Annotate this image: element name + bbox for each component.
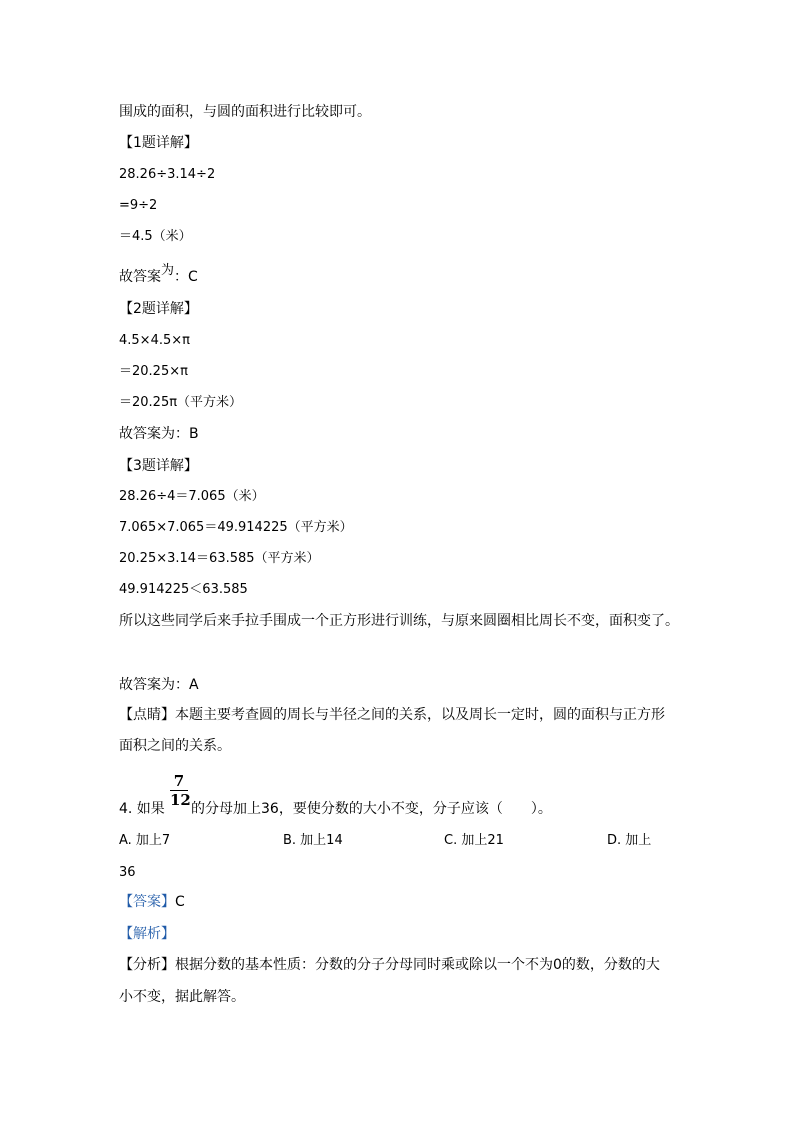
q4-answer-label: 【答案】 [119, 894, 175, 910]
q3-step-1: 28.26÷4＝7.065（米） [119, 489, 265, 504]
q3-heading: 【3题详解】 [119, 458, 198, 474]
q4-analysis-label: 【解析】 [119, 926, 175, 942]
q3-conclusion: 所以这些同学后来手拉手围成一个正方形进行训练，与原来圆圈相比周长不变，面积变了。 [119, 613, 679, 629]
q1-answer-raised: 为 [161, 263, 175, 278]
q1-step-3: ＝4.5（米） [119, 229, 192, 244]
q1-answer [119, 263, 198, 287]
q3-step-4: 49.914225＜63.585 [119, 582, 248, 597]
q1-heading: 【1题详解】 [119, 135, 198, 151]
q4-stem: 的分母加上36，要使分数的大小不变，分子应该（ ）。 [191, 801, 552, 817]
q2-step-2: ＝20.25×π [119, 364, 188, 379]
q2-heading: 【2题详解】 [119, 301, 198, 317]
q2-step-3: ＝20.25π（平方米） [119, 395, 243, 410]
q4-answer [119, 893, 185, 911]
q1-step-1: 28.26÷3.14÷2 [119, 167, 216, 182]
q4-option-b: B. 加上14 [283, 833, 343, 848]
q3-step-3: 20.25×3.14＝63.585（平方米） [119, 551, 320, 566]
q4-option-c: C. 加上21 [444, 833, 504, 848]
q4-analysis-line-2: 小不变，据此解答。 [119, 989, 245, 1005]
q4-option-d: D. 加上 [607, 833, 652, 848]
q2-step-1: 4.5×4.5×π [119, 333, 190, 348]
solution-intro: 围成的面积，与圆的面积进行比较即可。 [119, 104, 371, 120]
q4-answer-value: C [175, 894, 185, 910]
q4-fraction-denominator: 12 [170, 791, 191, 809]
q1-step-2: =9÷2 [119, 198, 158, 213]
q1-answer-choice: ：C [174, 269, 198, 285]
q4-fraction [170, 772, 191, 809]
dianjing-line-1: 【点睛】本题主要考查圆的周长与半径之间的关系，以及周长一定时，圆的面积与正方形 [119, 707, 665, 723]
q4-fraction-numerator: 7 [173, 772, 185, 790]
q4-analysis-line-1: 【分析】根据分数的基本性质：分数的分子分母同时乘或除以一个不为0的数，分数的大 [119, 957, 660, 973]
q1-answer-prefix: 故答案 [119, 269, 161, 285]
q4-number: 4. 如果 [119, 801, 165, 817]
q4-option-d-wrap: 36 [119, 865, 136, 880]
q4-option-a: A. 加上7 [119, 833, 171, 848]
q2-answer: 故答案为：B [119, 426, 199, 442]
q3-step-2: 7.065×7.065＝49.914225（平方米） [119, 520, 353, 535]
dianjing-line-2: 面积之间的关系。 [119, 738, 231, 754]
q3-answer: 故答案为：A [119, 677, 199, 693]
